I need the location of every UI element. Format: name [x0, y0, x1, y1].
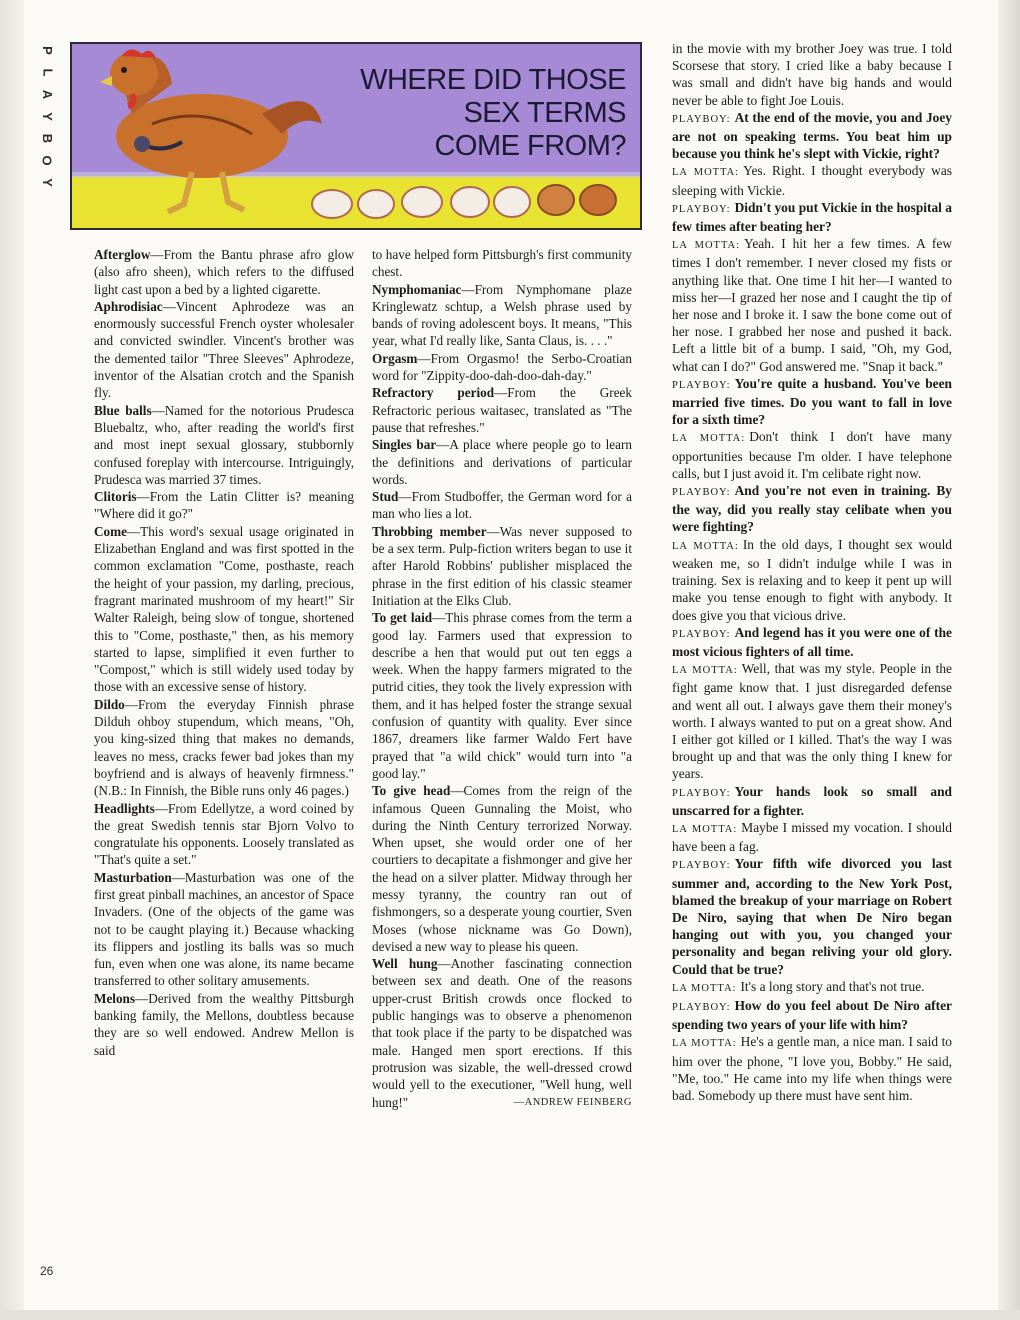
interview-text: And legend has it you were one of the most vicious fighters of all time.: [672, 624, 952, 659]
glossary-term: Afterglow: [94, 247, 151, 262]
interview-answer: [672, 660, 952, 782]
glossary-definition: —Another fascinating connection between sex and death. One of the reasons upper-crust British crowds once flocked to public hangings was to observe a phenomenon that took place if the party to be dispatched was male. Hanged men sport erections. If this protrusion was sizable, the well-dressed crowd would yell to the executioner, "Well hung, well hung!": [372, 956, 632, 1110]
glossary-entry: [372, 281, 632, 350]
glossary-term: Melons: [94, 990, 136, 1006]
speaker-label: LA MOTTA:: [672, 167, 740, 179]
interview-answer: [672, 235, 952, 375]
glossary-term: Throbbing member: [372, 523, 487, 539]
page-left-edge: [0, 0, 24, 1320]
speaker-label: LA MOTTA:: [672, 1038, 737, 1050]
interview-answer: [672, 428, 952, 482]
speaker-label: PLAYBOY:: [672, 379, 731, 391]
glossary-definition: —From the everyday Finnish phrase Dilduh ohboy stupendum, which means, "Oh, you king-sized thing that makes no demands, leaves no mess, cracks fewer bad jokes than my boyfriend and is always of heavenly firmness." (N.B.: In Finnish, the Bible runs only 46 pages.): [94, 696, 354, 799]
glossary-term: Well hung: [372, 956, 438, 972]
glossary-definition: —From Orgasmo! the Serbo-Croatian word for "Zippity-doo-dah-doo-dah-day.": [372, 350, 632, 384]
glossary-entry: [372, 488, 632, 523]
glossary-definition: —This phrase comes from the term a good lay. Farmers used that expression to describe a hen that would put out ten eggs a week. When the happy farmers migrated to the putrid cities, they took the lively expression with them, and it has helped foster the strange sexual confusion of quantity with quality. Ever since 1867, dreamers like farmer Waldo Fert have prayed that "a wild chick" would turn into "a good lay.": [372, 610, 632, 781]
interview-answer: [672, 1033, 952, 1104]
interview-text: in the movie with my brother Joey was true. I told Scorsese that story. I cried like a baby because I was small and didn't have big hands and would never be able to fight Joe Louis.: [672, 41, 952, 108]
glossary-entry: [94, 869, 354, 990]
glossary-term: Headlights: [94, 800, 155, 816]
masthead-letter: Y: [39, 112, 55, 122]
glossary-term: Dildo: [94, 696, 125, 712]
interview-question: [672, 375, 952, 429]
interview-question: [672, 109, 952, 163]
speaker-label: PLAYBOY:: [672, 860, 731, 872]
glossary-term: Blue balls: [94, 402, 152, 418]
interview-question: [672, 199, 952, 235]
interview-text: Yes. Right. I thought everybody was sleeping with Vickie.: [672, 163, 952, 198]
glossary-term: Orgasm: [372, 350, 418, 366]
glossary-entry: [372, 609, 632, 782]
interview-column: [672, 40, 952, 1104]
headline-line-2: SEX TERMS: [463, 97, 626, 129]
glossary-entry: [372, 246, 632, 281]
glossary-definition: —Named for the notorious Prudesca Bluebaltz, who, after reading the world's first and most inept sexual glossary, stubbornly confused foreplay with intercourse. Intriguingly, Prudesca was married 37 times.: [94, 402, 354, 487]
glossary-definition: —From the Latin Clitter is? meaning "Where did it go?": [94, 489, 354, 522]
interview-text: Yeah. I hit her a few times. A few times I don't remember. I never closed my fists or anything like that. One time I hit her—I wanted to miss her—I grazed her nose and I caught the tip of her nose and I broke it. I saw the bone come out of her nose. I grabbed her nose and pushed it back. Left a little bit of a bump. I said, "Oh, my God, what can I do?" God answered me. "Snap it back.": [672, 236, 953, 374]
glossary-definition: —Comes from the reign of the infamous Queen Gunnaling the Moist, who during the Ninth Century terrorized Norway. When upset, she would order one of her courtiers to decapitate a fishmonger and give her the head on a silver platter. Midway through her messy tyranny, the country ran out of fishmongers, so a desperate young courtier, Sven Moses (whose nickname was Go Down), devised a new way to please his queen.: [372, 783, 632, 954]
glossary-term: Come: [94, 523, 127, 539]
glossary-middle-column: [372, 246, 632, 1111]
glossary-definition: —This word's sexual usage originated in Elizabethan England and was first spotted in the common exclamation "Come, posthaste, reach the height of your passion, my darling, precious, fragrant marinated mushroom of my heart!" Sir Walter Raleigh, being slow of tongue, shortened this to "Come, posthaste," then, as his memory started to lapse, simplified it even further to "Compost," which is still widely used today by those with an excessive sense of history.: [94, 523, 354, 695]
glossary-term: Nymphomaniac: [372, 281, 462, 297]
page-bottom-edge: [0, 1310, 1020, 1320]
interview-question: [672, 855, 952, 977]
interview-text: Your fifth wife divorced you last summer and, according to the New York Post, blamed the breakup of your marriage on Robert De Niro, saying that when De Niro began hanging out with you, you changed your personality and began reliving your old glory. Could that be true?: [672, 856, 952, 977]
glossary-entry: [372, 955, 632, 1111]
speaker-label: LA MOTTA:: [672, 433, 746, 445]
glossary-entry: [94, 246, 354, 298]
headline-line-1: WHERE DID THOSE: [360, 64, 626, 96]
interview-text: And you're not even in training. By the way, did you really stay celibate when you were fighting?: [672, 483, 952, 535]
glossary-term: To get laid: [372, 610, 433, 626]
glossary-definition: —Vincent Aphrodeze was an enormously successful French oyster wholesaler and convicted swindler. Vincent's brother was the demented tailor "Three Sleeves" Aphrodeze, inventor of the Alsatian crotch and the Spanish fly.: [94, 298, 354, 401]
masthead-letter: L: [39, 68, 55, 78]
interview-text: Maybe I missed my vocation. I should have been a fag.: [672, 819, 952, 855]
glossary-entry: [372, 384, 632, 436]
chicken-illustration: [70, 42, 642, 230]
speaker-label: PLAYBOY:: [672, 628, 731, 640]
speaker-label: PLAYBOY:: [672, 787, 731, 799]
speaker-label: PLAYBOY:: [672, 487, 731, 499]
glossary-entry: [372, 350, 632, 385]
interview-text: Your hands look so small and unscarred for a fighter.: [672, 783, 952, 818]
speaker-label: LA MOTTA:: [672, 665, 738, 677]
glossary-entry: [94, 402, 354, 488]
interview-text: Well, that was my style. People in the fight game know that. I just disregarded defense and went all out. I always gave them their money's worth. I always wanted to put on a great show. And I either got killed or I killed. That's the way I was brought up and that was the only thing I knew for years.: [672, 661, 953, 782]
vertical-magazine-title: [38, 42, 56, 192]
glossary-definition: —Masturbation was one of the first great pinball machines, an ancestor of Space Invaders. (One of the objects of the game was not to be caught playing it.) Because whacking its flippers and jostling its balls was so much fun, even when one was alone, its name became transferred to other solitary amusements.: [94, 869, 354, 989]
speaker-label: LA MOTTA:: [672, 982, 737, 994]
interview-text: At the end of the movie, you and Joey are not on speaking terms. You beat him up because you think he's slept with Vickie, right?: [672, 109, 952, 162]
glossary-term: Aphrodisiac: [94, 298, 163, 314]
masthead-letter: Y: [39, 178, 55, 188]
glossary-term: Masturbation: [94, 869, 172, 885]
interview-text: In the old days, I thought sex would weaken me, so I didn't indulge while I was in training. Sex is relaxing and to keep it pent up will make you tense enough to fight with anybody. It does give you that vicious drive.: [672, 536, 952, 623]
speaker-label: PLAYBOY:: [672, 203, 731, 215]
masthead-letter: A: [39, 89, 55, 101]
glossary-definition: —From Nymphomane plaze Kringlewatz schtup, a Welsh phrase used by bands of roving adolescent boys. It means, "This year, what I'd really like, Santa Claus, is. . . .": [372, 281, 632, 349]
speaker-label: LA MOTTA:: [672, 540, 739, 552]
headline-line-3: COME FROM?: [434, 130, 626, 162]
glossary-entry: [372, 782, 632, 955]
interview-answer: [672, 536, 952, 624]
glossary-entry: [94, 990, 354, 1059]
glossary-entry: [94, 488, 354, 523]
glossary-term: Singles bar: [372, 437, 437, 453]
interview-question: [672, 783, 952, 819]
page-right-edge: [998, 0, 1020, 1320]
interview-question: [672, 482, 952, 536]
glossary-definition: —From the Greek Refractoric perious waitasec, translated as "The pause that refreshes.": [372, 385, 632, 435]
interview-text: You're quite a husband. You've been married five times. Do you want to fall in love for a sixth time?: [672, 375, 952, 428]
interview-text: It's a long story and that's not true.: [740, 978, 925, 994]
interview-question: [672, 624, 952, 660]
interview-answer: [672, 162, 952, 198]
glossary-definition: —A place where people go to learn the definitions and derivations of particular words.: [372, 437, 633, 487]
masthead-letter: O: [40, 155, 55, 167]
glossary-term: Clitoris: [94, 489, 137, 505]
author-byline: —ANDREW FEINBERG: [513, 1096, 632, 1108]
glossary-definition: —Derived from the wealthy Pittsburgh banking family, the Mellons, doubtless because they are so well endowed. Andrew Mellon is said: [94, 990, 354, 1058]
glossary-definition: to have helped form Pittsburgh's first community chest.: [372, 247, 632, 280]
speaker-label: PLAYBOY:: [672, 1001, 731, 1013]
speaker-label: LA MOTTA:: [672, 240, 741, 252]
glossary-entry: [94, 800, 354, 869]
glossary-left-column: [94, 246, 354, 1059]
glossary-term: Refractory period: [372, 385, 495, 401]
article-headline: [326, 64, 626, 163]
glossary-term: Stud: [372, 489, 399, 505]
interview-text: He's a gentle man, a nice man. I said to him over the phone, "I love you, Bobby." He said, "Me, too." He came into my life when things were bad. Somebody up there must have sent him.: [672, 1034, 952, 1103]
glossary-entry: [372, 436, 632, 488]
interview-text: Don't think I don't have many opportunities because I'm older. I have telephone calls, but I just avoid it. I'm celibate right now.: [672, 429, 952, 481]
interview-answer: [672, 819, 952, 855]
speaker-label: PLAYBOY:: [672, 113, 731, 125]
page-number: 26: [40, 1264, 54, 1278]
glossary-entry: [372, 523, 632, 609]
glossary-definition: —From the Bantu phrase afro glow (also afro sheen), which refers to the diffused light cast upon a bed by a lighted cigarette.: [94, 247, 354, 297]
glossary-entry: [94, 696, 354, 800]
glossary-term: To give head: [372, 783, 451, 799]
glossary-entry: [94, 523, 354, 696]
masthead-letter: B: [39, 133, 55, 145]
interview-text: Didn't you put Vickie in the hospital a few times after beating her?: [672, 199, 952, 235]
interview-answer: [672, 978, 952, 997]
masthead-letter: P: [39, 46, 55, 56]
interview-question: [672, 997, 952, 1033]
glossary-entry: [94, 298, 354, 402]
speaker-label: LA MOTTA:: [672, 823, 738, 835]
glossary-definition: —From Edellytze, a word coined by the great Swedish tennis star Bjorn Volvo to congratulate his opponents. Loosely translated as "That's quite a set.": [94, 800, 354, 868]
interview-answer: [672, 40, 952, 109]
interview-text: How do you feel about De Niro after spending two years of your life with him?: [672, 997, 952, 1033]
glossary-definition: —Was never supposed to be a sex term. Pulp-fiction writers began to use it after Harold Robbins' publisher misplaced the phrase in the first edition of his classic steamer Initiation at the Elks Club.: [372, 523, 632, 608]
glossary-definition: —From Studboffer, the German word for a man who lies a lot.: [372, 489, 632, 522]
